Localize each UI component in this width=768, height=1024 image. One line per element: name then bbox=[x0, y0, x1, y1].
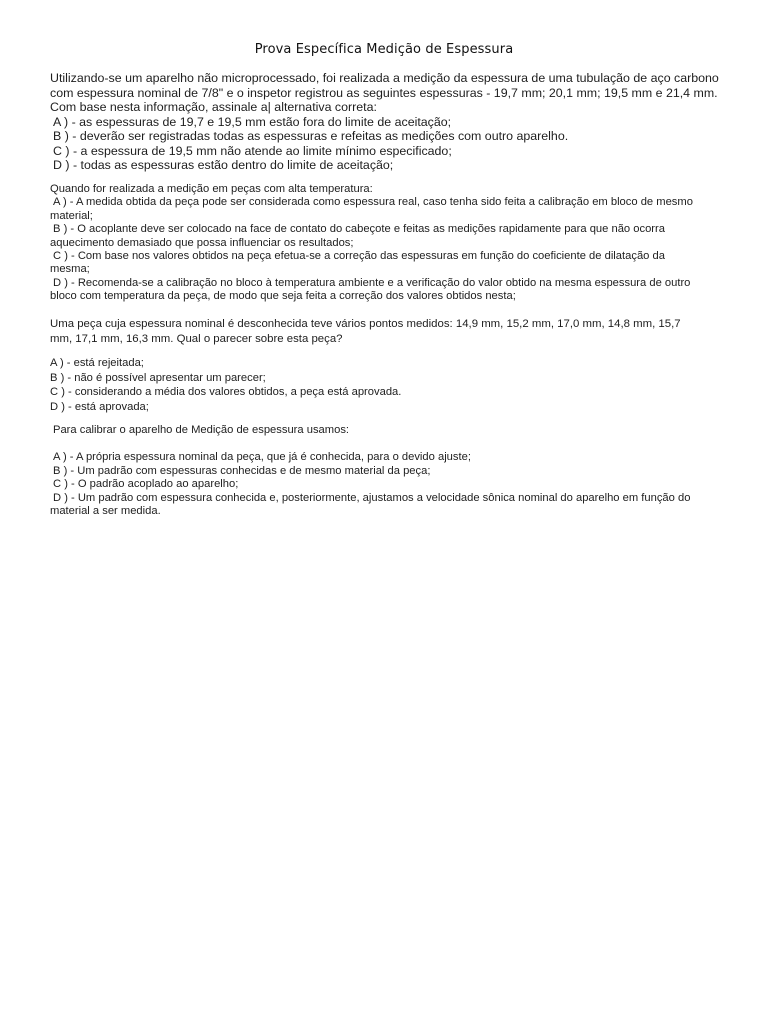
option-d bbox=[50, 277, 730, 304]
question-text-line: Uma peça cuja espessura nominal é desconhecida teve vários pontos medidos: 14,9 mm, 15,2 mm, 17,0 mm, 14,8 mm, 15,7 bbox=[50, 318, 681, 330]
option-d: D ) - todas as espessuras estão dentro do limite de aceitação; bbox=[53, 158, 394, 172]
option-d: D ) - está aprovada; bbox=[50, 400, 149, 413]
question-text-line: Utilizando-se um aparelho não microprocessado, foi realizada a medição da espessura de uma tubulação de aço carbono bbox=[50, 71, 719, 85]
option-text-line: bloco com temperatura da peça, de modo que seja feita a correção dos valores obtidos nesta; bbox=[50, 290, 516, 303]
option-c: C ) - a espessura de 19,5 mm não atende ao limite mínimo especificado; bbox=[53, 143, 452, 158]
question-3-options bbox=[50, 356, 730, 414]
option-d bbox=[50, 492, 730, 519]
question-2 bbox=[50, 183, 730, 304]
option-a: A ) - está rejeitada; bbox=[50, 357, 144, 369]
option-text-line: material a ser medida. bbox=[50, 505, 161, 518]
option-b: B ) - deverão ser registradas todas as espessuras e refeitas as medições com outro aparelho. bbox=[53, 129, 569, 143]
question-2-options bbox=[50, 196, 730, 303]
document-title: Prova Específica Medição de Espessura bbox=[254, 42, 514, 57]
option-b: B ) - Um padrão com espessuras conhecidas e de mesmo material da peça; bbox=[53, 464, 431, 477]
option-text-line: C ) - Com base nos valores obtidos na peça efetua-se a correção das espessuras em função do coeficiente de dilatação da bbox=[53, 250, 665, 263]
option-b: B ) - não é possível apresentar um parecer; bbox=[50, 371, 266, 384]
option-b bbox=[50, 223, 730, 250]
option-a: A ) - A própria espessura nominal da peça, que já é conhecida, para o devido ajuste; bbox=[53, 451, 471, 464]
option-c bbox=[50, 250, 730, 277]
option-text-line: aquecimento demasiado que possa influenciar os resultados; bbox=[50, 236, 354, 249]
question-text-line: com espessura nominal de 7/8" e o inspetor registrou as seguintes espessuras - 19,7 mm; 20,1 mm; 19,5 mm e 21,4 mm. bbox=[50, 85, 718, 100]
option-text-line: material; bbox=[50, 209, 93, 222]
question-text-line: mm, 17,1 mm, 16,3 mm. Qual o parecer sobre esta peça? bbox=[50, 332, 343, 345]
question-4 bbox=[50, 424, 730, 518]
option-c: C ) - O padrão acoplado ao aparelho; bbox=[53, 478, 239, 491]
question-2-stem: Quando for realizada a medição em peças com alta temperatura: bbox=[50, 183, 373, 195]
question-4-options bbox=[50, 451, 730, 518]
question-3-stem bbox=[50, 317, 730, 346]
question-text-line: Para calibrar o aparelho de Medição de espessura usamos: bbox=[53, 424, 350, 436]
question-1-options bbox=[50, 115, 730, 173]
question-1-stem bbox=[50, 71, 730, 115]
option-text-line: mesma; bbox=[50, 263, 90, 276]
option-text-line: B ) - O acoplante deve ser colocado na face de contato do cabeçote e feitas as medições rapidamente para que não ocorra bbox=[53, 223, 665, 236]
option-text-line: A ) - A medida obtida da peça pode ser considerada como espessura real, caso tenha sido feita a calibração em bloco de mesmo bbox=[53, 196, 693, 209]
option-text-line: D ) - Um padrão com espessura conhecida e, posteriormente, ajustamos a velocidade sônica nominal do aparelho em função do bbox=[53, 491, 691, 504]
question-1 bbox=[50, 71, 730, 173]
option-a bbox=[50, 196, 730, 223]
question-4-stem bbox=[50, 424, 730, 437]
option-a: A ) - as espessuras de 19,7 e 19,5 mm estão fora do limite de aceitação; bbox=[53, 114, 452, 129]
question-3 bbox=[50, 317, 730, 414]
option-text-line: D ) - Recomenda-se a calibração no bloco à temperatura ambiente e a verificação do valor obtido na mesma espessura de outro bbox=[53, 276, 691, 289]
option-c: C ) - considerando a média dos valores obtidos, a peça está aprovada. bbox=[50, 386, 402, 398]
question-text-line: Com base nesta informação, assinale a| alternativa correta: bbox=[50, 100, 377, 114]
